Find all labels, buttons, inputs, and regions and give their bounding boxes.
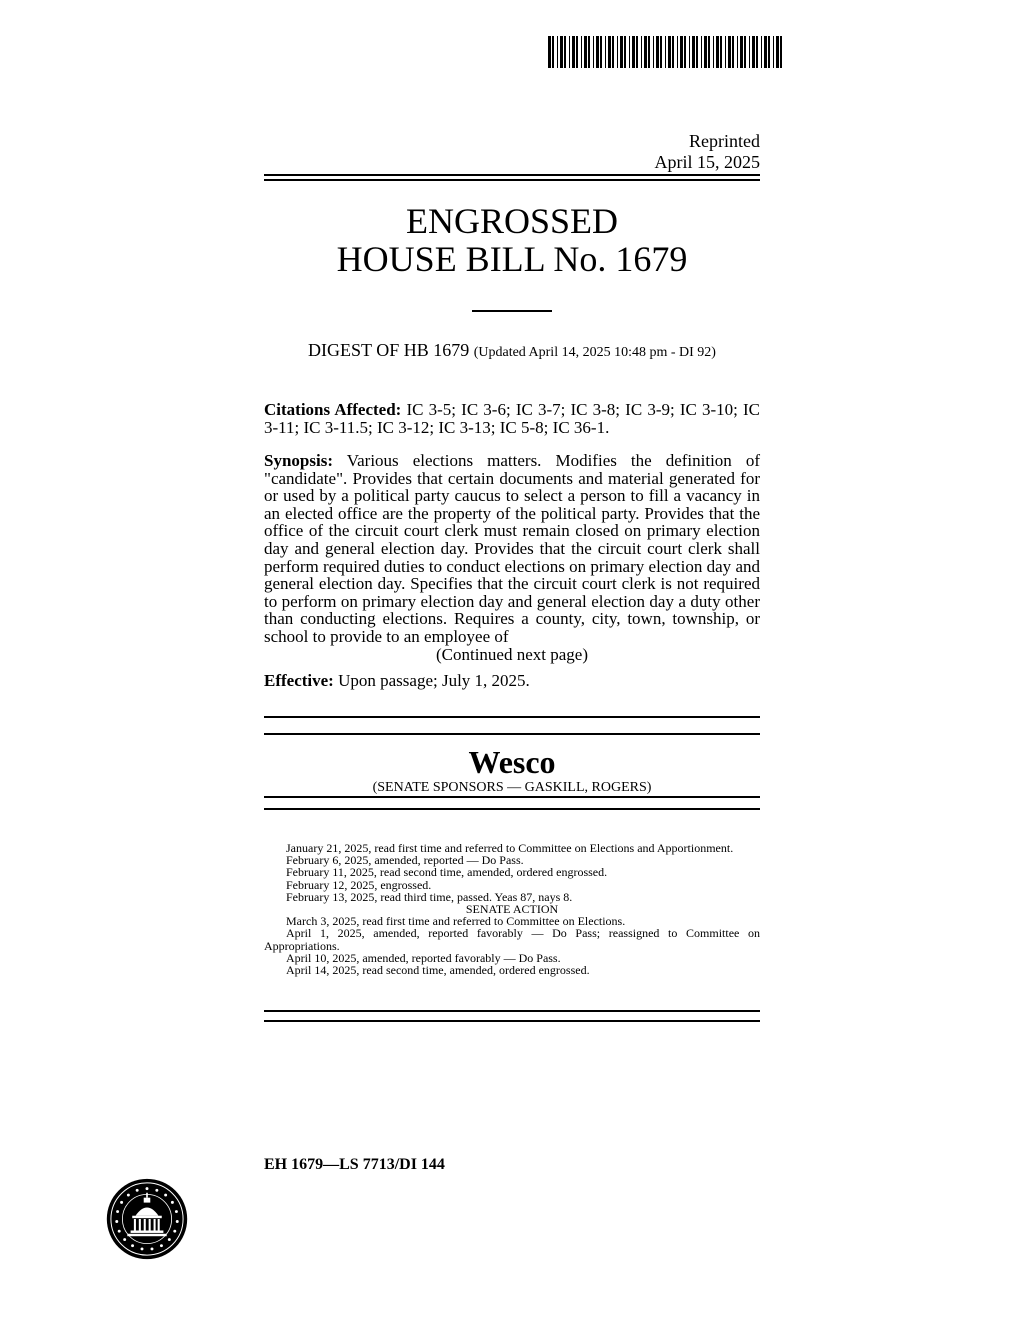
history-rule-1 xyxy=(264,1010,760,1012)
sponsor-rule-top-1 xyxy=(264,716,760,718)
bill-title-line1: ENGROSSED xyxy=(405,201,619,241)
history-entry: April 14, 2025, read second time, amended, ordered engrossed. xyxy=(286,963,590,978)
header-rule-bottom xyxy=(264,179,760,181)
history-entry: April 1, 2025, amended, reported favorably — Do Pass; reassigned to Committee on Appropriations. xyxy=(264,926,760,953)
citations-label: Citations Affected: xyxy=(264,400,402,419)
history-entry: February 12, 2025, engrossed. xyxy=(286,877,432,892)
history-entry: March 3, 2025, read first time and referred to Committee on Elections. xyxy=(286,914,626,929)
senate-sponsors: (SENATE SPONSORS — GASKILL, ROGERS) xyxy=(372,780,652,795)
history-entry: January 21, 2025, read first time and referred to Committee on Elections and Apportionment. xyxy=(286,841,734,855)
house-sponsor: Wesco xyxy=(468,744,556,780)
reprinted-label: Reprinted xyxy=(689,131,760,151)
digest-updated: (Updated April 14, 2025 10:48 pm - DI 92) xyxy=(473,345,716,360)
reprint-notice xyxy=(655,131,761,173)
reprint-date: April 15, 2025 xyxy=(654,152,760,172)
citations-text: IC 3-5; IC 3-6; IC 3-7; IC 3-8; IC 3-9; IC 3-10; IC 3-11; IC 3-11.5; IC 3-12; IC 3-13; IC 5-8; IC 36-1. xyxy=(264,400,761,437)
history-entry: February 13, 2025, read third time, passed. Yeas 87, nays 8. xyxy=(286,889,573,904)
title-divider xyxy=(472,310,552,312)
sponsor-rule-bottom-2 xyxy=(264,808,760,810)
synopsis-label: Synopsis: xyxy=(264,451,333,470)
synopsis-text: Various elections matters. Modifies the definition of "candidate". Provides that certain documents and material generated for or used by a political party caucus to select a person to fill a vacancy in an elected office are the property of the political party. Provides that the office of the circuit court clerk must remain closed on primary election day and general election day. Provides that the circuit court clerk shall perform required duties to conduct elections on primary election day and general election day. Specifies that the circuit court clerk is not required to perform on primary election day and general election day a duty other than conducting elections. Requires a county, city, town, township, or school to provide to an employee of xyxy=(264,451,760,646)
bill-code: EH 1679—LS 7713/DI 144 xyxy=(264,1156,445,1173)
state-seal-icon xyxy=(106,1178,188,1260)
history-entry: April 10, 2025, amended, reported favorably — Do Pass. xyxy=(286,950,561,965)
effective-label: Effective: xyxy=(264,671,334,690)
digest-heading xyxy=(264,339,760,364)
synopsis xyxy=(264,452,760,663)
sponsor-rule-top-2 xyxy=(264,733,760,735)
header-rule-top xyxy=(264,174,760,176)
sponsor-rule-bottom-1 xyxy=(264,796,760,798)
history-rule-2 xyxy=(264,1020,760,1022)
history-entry: February 11, 2025, read second time, amended, ordered engrossed. xyxy=(286,865,608,880)
effective-text: Upon passage; July 1, 2025. xyxy=(338,671,530,690)
bill-title-line2: HOUSE BILL No. 1679 xyxy=(336,239,688,279)
citations-affected xyxy=(264,401,760,436)
history-entry: February 6, 2025, amended, reported — Do Pass. xyxy=(286,853,524,868)
continued-note: (Continued next page) xyxy=(435,644,588,664)
senate-action-heading: SENATE ACTION xyxy=(465,902,559,917)
legislative-history xyxy=(264,842,760,976)
effective-date xyxy=(264,672,760,690)
barcode xyxy=(548,36,784,68)
digest-title: DIGEST OF HB 1679 xyxy=(308,340,470,360)
